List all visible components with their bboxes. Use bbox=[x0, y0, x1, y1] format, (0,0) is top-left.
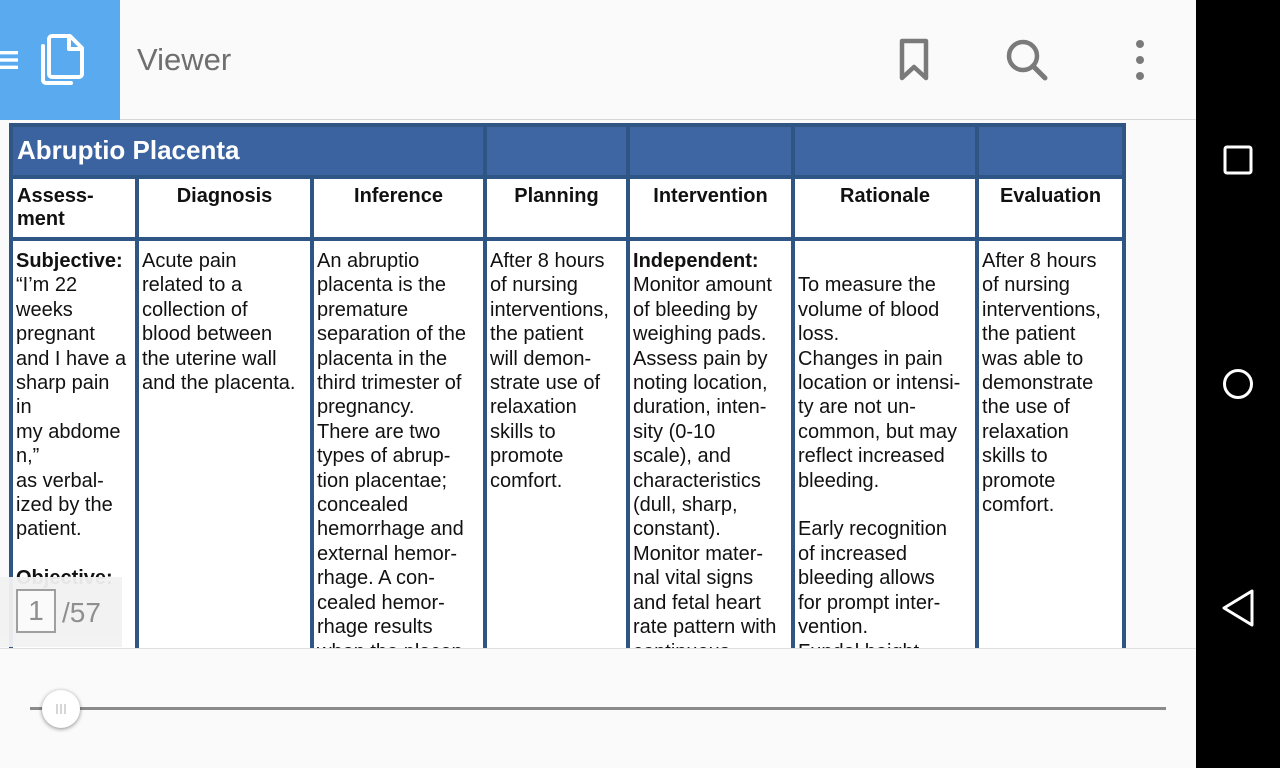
back-button[interactable] bbox=[1214, 584, 1262, 632]
menu-icon[interactable] bbox=[0, 48, 20, 72]
page-slider-thumb[interactable] bbox=[42, 690, 80, 728]
current-page-field[interactable]: 1 bbox=[16, 589, 56, 633]
planning-cell: After 8 hours of nursing interventions, the patient will demon- strate use of relaxation skills to promote comfort. bbox=[485, 239, 628, 666]
evaluation-cell: After 8 hours of nursing interventions, the patient was able to demonstrate the use of relaxation skills to promote comfort. bbox=[977, 239, 1124, 666]
drawer-toggle-block[interactable] bbox=[0, 0, 120, 120]
table-title-row bbox=[11, 125, 1124, 177]
column-header: Inference bbox=[312, 177, 485, 239]
intervention-cell bbox=[628, 239, 793, 666]
document-page[interactable] bbox=[0, 121, 1196, 648]
more-options-button[interactable] bbox=[1110, 30, 1170, 90]
table-header-row bbox=[11, 177, 1124, 239]
page-indicator[interactable] bbox=[0, 577, 122, 647]
table-row bbox=[11, 239, 1124, 666]
search-icon bbox=[1005, 38, 1049, 82]
rationale-cell: To measure the volume of blood loss. Changes in pain location or intensi- ty are not un- common, but may reflect increased bleeding. Early recognition of increased bleeding allows for prompt inter- vention. bbox=[793, 239, 977, 666]
bookmark-button[interactable] bbox=[884, 30, 944, 90]
page-slider-track[interactable] bbox=[30, 707, 1166, 710]
system-navigation-bar bbox=[1196, 0, 1280, 768]
intervention-text: Monitor amount of bleeding by weighing pads. Assess pain by noting location, duration, inten- sity (0-10 scale), and characteristics (dull, sharp, constant). Monitor mater- nal vital signs and fetal heart rate pattern with bbox=[633, 274, 777, 639]
total-pages: /57 bbox=[62, 597, 101, 628]
home-button[interactable] bbox=[1214, 360, 1262, 408]
subjective-label: Subjective: bbox=[16, 250, 123, 272]
search-button[interactable] bbox=[997, 30, 1057, 90]
inference-cell: An abruptio placenta is the premature separation of the placenta in the third trimester of pregnancy. There are two types of abrup- tion placentae; concealed hemorrhage and external hemor- rhage. A con- cealed hemor- rhage results bbox=[312, 239, 485, 666]
column-header: Assess- ment bbox=[11, 177, 137, 239]
back-triangle-icon bbox=[1220, 588, 1256, 628]
page-slider-bar bbox=[0, 648, 1196, 768]
intervention-label: Independent: bbox=[633, 250, 759, 272]
bookmark-icon bbox=[899, 38, 929, 82]
column-header: Rationale bbox=[793, 177, 977, 239]
column-header: Diagnosis bbox=[137, 177, 312, 239]
recents-button[interactable] bbox=[1214, 136, 1262, 184]
diagnosis-cell: Acute pain related to a collection of blood between the uterine wall and the placenta. bbox=[137, 239, 312, 666]
column-header: Intervention bbox=[628, 177, 793, 239]
care-plan-table bbox=[9, 123, 1126, 668]
column-header: Planning bbox=[485, 177, 628, 239]
table-title: Abruptio Placenta bbox=[11, 125, 485, 177]
recents-square-icon bbox=[1223, 145, 1253, 175]
app-title: Viewer bbox=[137, 42, 232, 77]
title-cell-blank bbox=[628, 125, 793, 177]
document-icon bbox=[38, 34, 84, 86]
title-cell-blank bbox=[793, 125, 977, 177]
more-vert-icon bbox=[1134, 40, 1146, 80]
subjective-text: “I’m 22 weeks pregnant and I have a sharp pain in my abdome n,” as verbal- ized by the patient. bbox=[16, 274, 127, 541]
top-app-bar bbox=[0, 0, 1196, 120]
title-cell-blank bbox=[977, 125, 1124, 177]
grip-icon bbox=[54, 702, 68, 716]
title-cell-blank bbox=[485, 125, 628, 177]
home-circle-icon bbox=[1222, 368, 1254, 400]
column-header: Evaluation bbox=[977, 177, 1124, 239]
